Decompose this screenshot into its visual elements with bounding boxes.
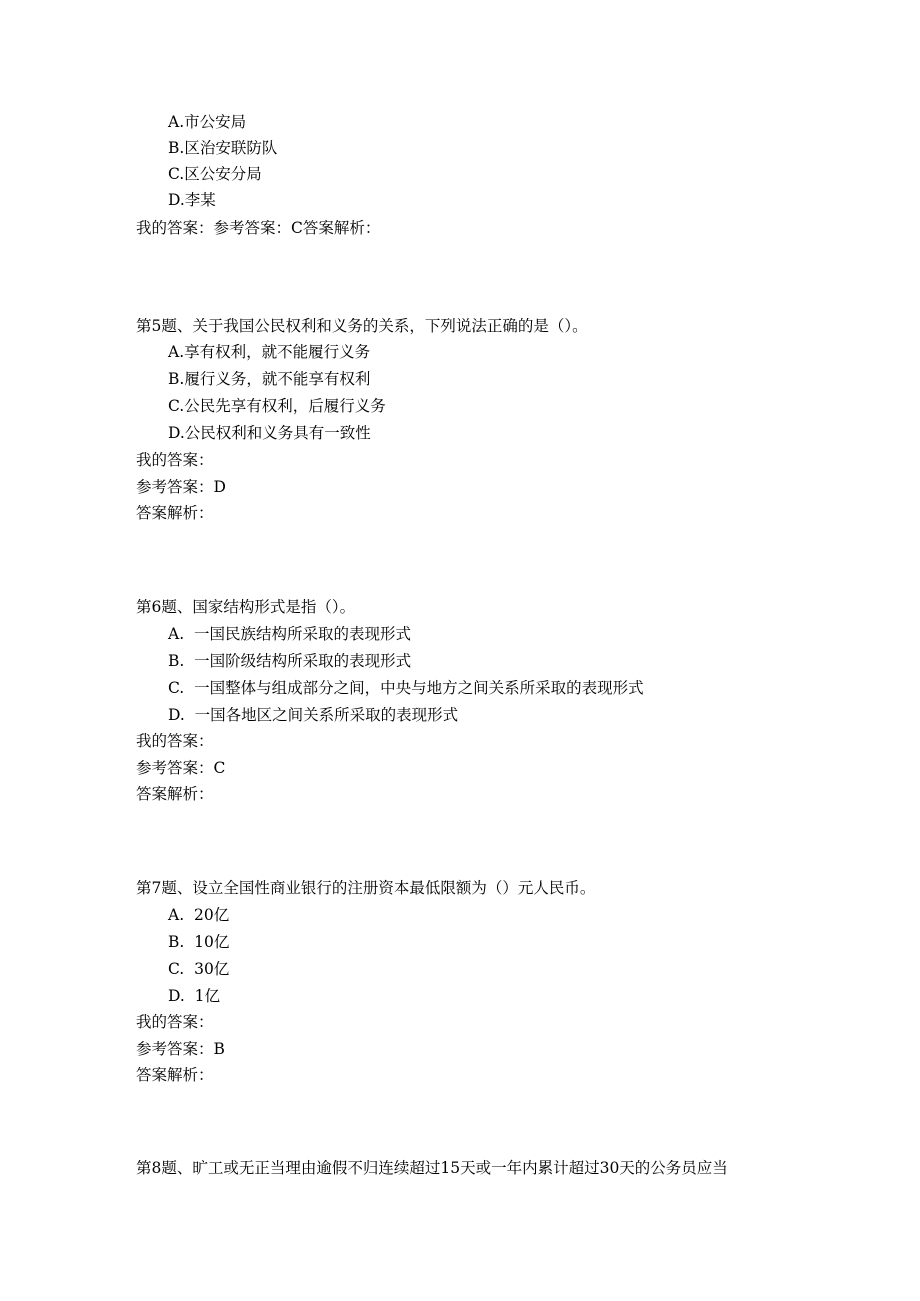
q6-option-d: D. 一国各地区之间关系所采取的表现形式 — [168, 706, 459, 724]
q7-option-a: A. 20亿 — [168, 906, 230, 924]
q7-option-c: C. 30亿 — [168, 960, 230, 978]
q4-option-b: B.区治安联防队 — [168, 139, 278, 157]
q7-answer-analysis: 答案解析： — [136, 1066, 214, 1084]
q5-answer-analysis: 答案解析： — [136, 504, 214, 522]
q4-option-d: D.李某 — [168, 191, 216, 209]
q6-title: 第6题、国家结构形式是指（）。 — [136, 598, 356, 616]
q4-answer-line: 我的答案：参考答案：C答案解析： — [136, 219, 381, 237]
q7-my-answer: 我的答案： — [136, 1013, 214, 1031]
q4-option-a: A.市公安局 — [168, 113, 247, 131]
q5-option-b: B.履行义务，就不能享有权利 — [168, 370, 371, 388]
q7-option-d: D. 1亿 — [168, 987, 221, 1005]
q4-option-c: C.区公安分局 — [168, 165, 262, 183]
q5-option-c: C.公民先享有权利，后履行义务 — [168, 397, 386, 415]
q6-option-c: C. 一国整体与组成部分之间，中央与地方之间关系所采取的表现形式 — [168, 679, 644, 697]
q6-my-answer: 我的答案： — [136, 732, 214, 750]
q5-title: 第5题、关于我国公民权利和义务的关系，下列说法正确的是（）。 — [136, 317, 588, 335]
q7-title: 第7题、设立全国性商业银行的注册资本最低限额为（）元人民币。 — [136, 879, 596, 897]
q6-reference-answer: 参考答案：C — [136, 759, 226, 777]
q6-option-b: B. 一国阶级结构所采取的表现形式 — [168, 652, 412, 670]
q5-my-answer: 我的答案： — [136, 451, 214, 469]
q7-option-b: B. 10亿 — [168, 933, 230, 951]
q5-option-a: A.享有权利，就不能履行义务 — [168, 343, 371, 361]
q7-reference-answer: 参考答案：B — [136, 1040, 225, 1058]
q5-option-d: D.公民权利和义务具有一致性 — [168, 424, 371, 442]
q6-option-a: A. 一国民族结构所采取的表现形式 — [168, 625, 411, 643]
q6-answer-analysis: 答案解析： — [136, 785, 214, 803]
q8-title: 第8题、旷工或无正当理由逾假不归连续超过15天或一年内累计超过30天的公务员应当 — [136, 1159, 728, 1177]
q5-reference-answer: 参考答案：D — [136, 478, 226, 496]
